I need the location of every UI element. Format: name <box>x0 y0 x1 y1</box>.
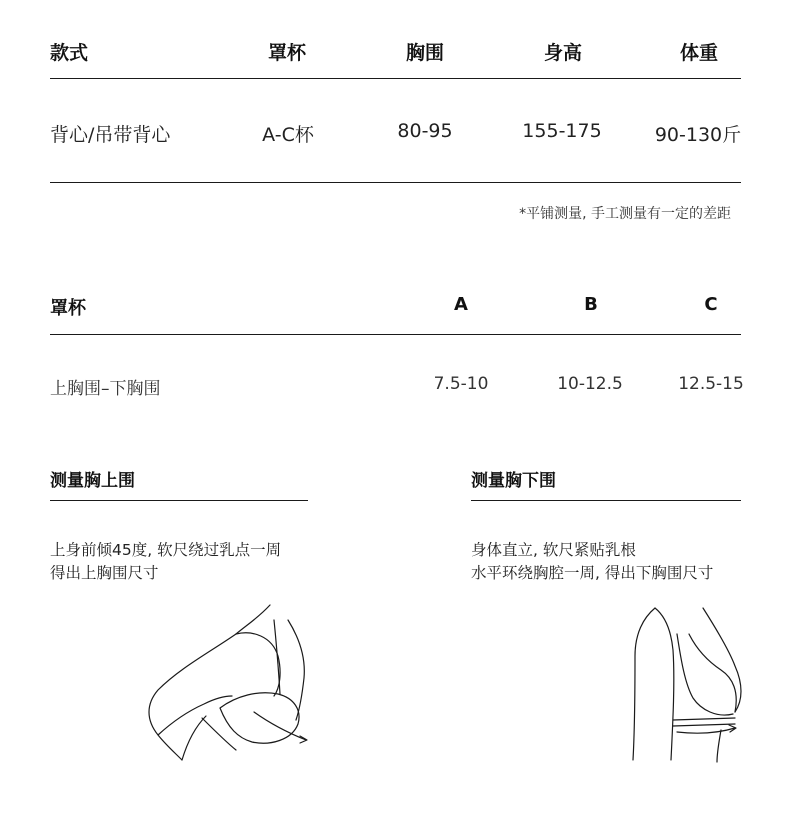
cell-bust: 80-95 <box>397 120 453 142</box>
header-height: 身高 <box>543 42 583 64</box>
cell-style: 背心/吊带背心 <box>50 124 171 146</box>
divider <box>50 500 308 501</box>
header-cup-c: C <box>704 294 718 315</box>
desc-lower-line-2: 水平环绕胸腔一周, 得出下胸围尺寸 <box>471 564 714 582</box>
divider <box>50 78 741 79</box>
header-style: 款式 <box>50 42 89 64</box>
desc-upper-line-2: 得出上胸围尺寸 <box>50 564 159 582</box>
header-weight: 体重 <box>679 42 719 64</box>
divider <box>50 182 741 183</box>
divider <box>471 500 741 501</box>
cell-diff-label: 上胸围–下胸围 <box>50 379 161 399</box>
cell-cup: A-C杯 <box>262 124 314 146</box>
desc-upper-line-1: 上身前倾45度, 软尺绕过乳点一周 <box>50 541 282 559</box>
cell-cup-b: 10-12.5 <box>557 374 623 394</box>
header-bust: 胸围 <box>405 42 445 64</box>
cell-height: 155-175 <box>522 120 602 142</box>
header-cup-a: A <box>454 294 468 315</box>
header-cup: 罩杯 <box>267 42 307 64</box>
header-cup-label: 罩杯 <box>50 298 86 319</box>
cell-weight: 90-130斤 <box>654 124 742 146</box>
measurement-note: *平铺测量, 手工测量有一定的差距 <box>519 206 731 222</box>
cell-cup-a: 7.5-10 <box>433 374 489 394</box>
upper-bust-illustration <box>140 600 320 765</box>
section-title-upper: 测量胸上围 <box>50 471 135 491</box>
divider <box>50 334 741 335</box>
section-title-lower: 测量胸下围 <box>471 471 556 491</box>
cell-cup-c: 12.5-15 <box>678 374 744 394</box>
lower-bust-illustration <box>625 600 750 765</box>
header-cup-b: B <box>584 294 598 315</box>
desc-lower-line-1: 身体直立, 软尺紧贴乳根 <box>471 541 636 559</box>
